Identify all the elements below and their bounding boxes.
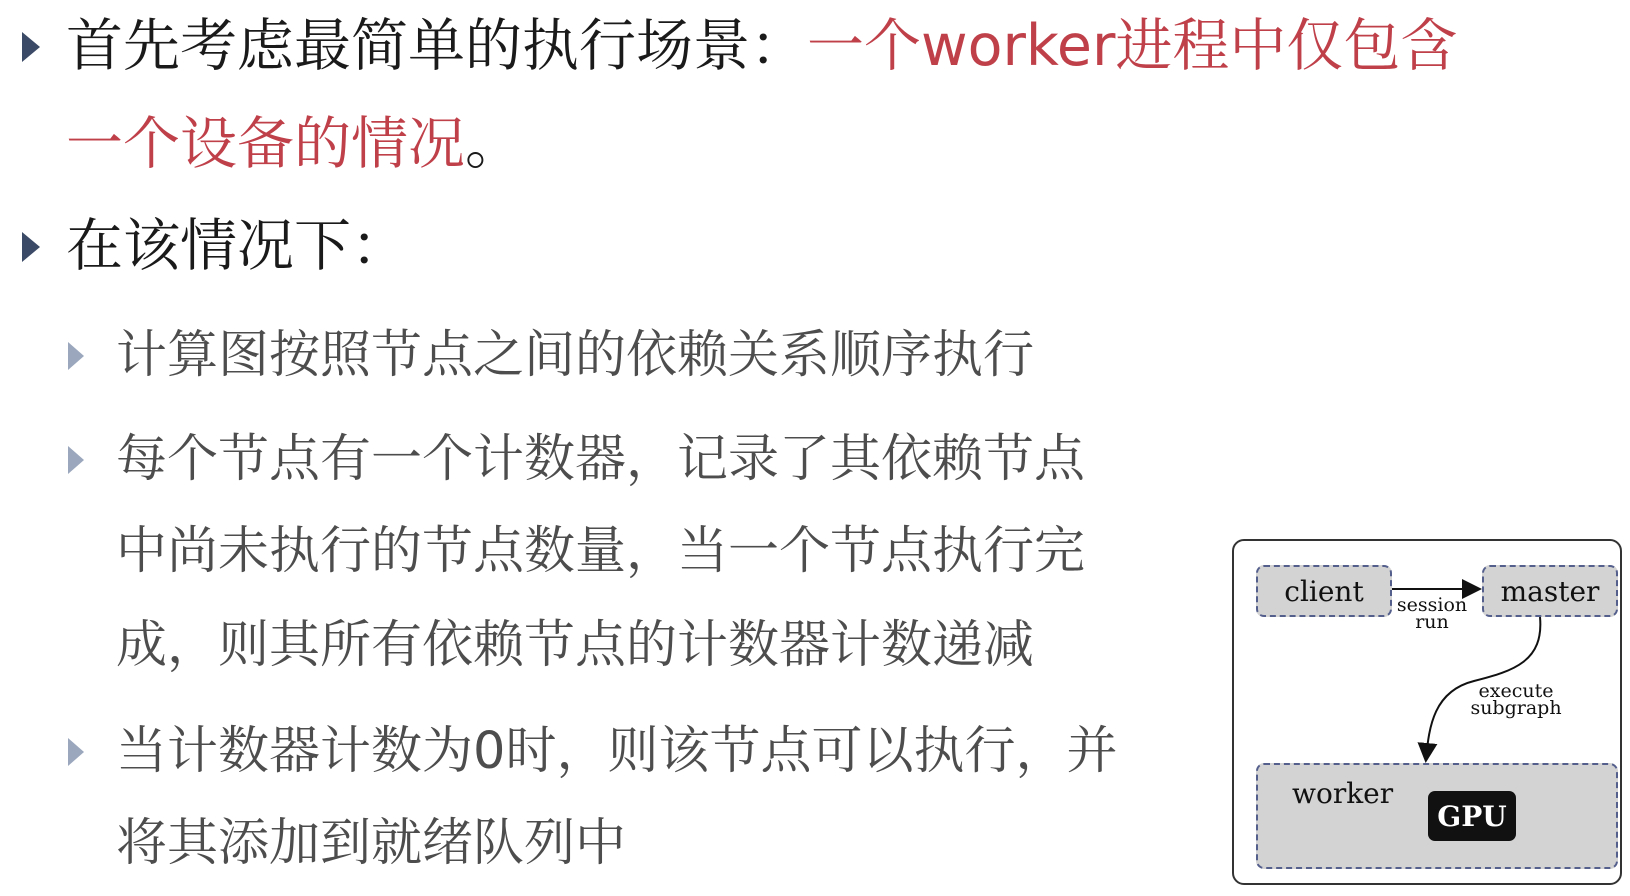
sub-bullet-arrow-icon xyxy=(68,446,84,474)
bullet-1-highlight-2: 一个设备的情况 xyxy=(66,111,465,177)
sub-bullet-3-line-1: 当计数器计数为0时，则该节点可以执行，并 xyxy=(116,722,1118,781)
master-node: master xyxy=(1482,565,1618,617)
sub-bullet-arrow-icon xyxy=(68,342,84,370)
worker-label: worker xyxy=(1292,777,1394,810)
worker-node xyxy=(1256,763,1618,869)
sub-bullet-3-line-2: 将其添加到就绪队列中 xyxy=(116,814,627,873)
bullet-arrow-icon xyxy=(22,232,40,262)
sub-bullet-2-line-1: 每个节点有一个计数器，记录了其依赖节点 xyxy=(116,430,1086,489)
bullet-1-suffix: 。 xyxy=(465,111,522,177)
bullet-1-prefix: 首先考虑最简单的执行场景： xyxy=(66,13,807,79)
subgraph-label: subgraph xyxy=(1470,697,1562,719)
bullet-1-line-2 xyxy=(66,111,522,177)
bullet-1-highlight-1: 一个worker进程中仅包含 xyxy=(807,13,1458,79)
sub-bullet-2-line-3: 成，则其所有依赖节点的计数器计数递减 xyxy=(116,616,1035,675)
bullet-arrow-icon xyxy=(22,32,40,62)
execute-label: execute xyxy=(1478,680,1554,702)
run-label: run xyxy=(1415,611,1449,633)
architecture-diagram xyxy=(1232,539,1622,885)
sub-bullet-arrow-icon xyxy=(68,738,84,766)
execute-subgraph-label xyxy=(1466,680,1566,719)
bullet-2-text: 在该情况下： xyxy=(66,213,408,279)
sub-bullet-2-line-2: 中尚未执行的节点数量，当一个节点执行完 xyxy=(116,522,1086,581)
gpu-device: GPU xyxy=(1428,791,1516,841)
session-run-label xyxy=(1390,594,1474,633)
session-label: session xyxy=(1396,594,1468,616)
client-node: client xyxy=(1256,565,1392,617)
sub-bullet-1-line-1: 计算图按照节点之间的依赖关系顺序执行 xyxy=(116,326,1035,385)
bullet-1-line-1 xyxy=(66,13,1458,79)
